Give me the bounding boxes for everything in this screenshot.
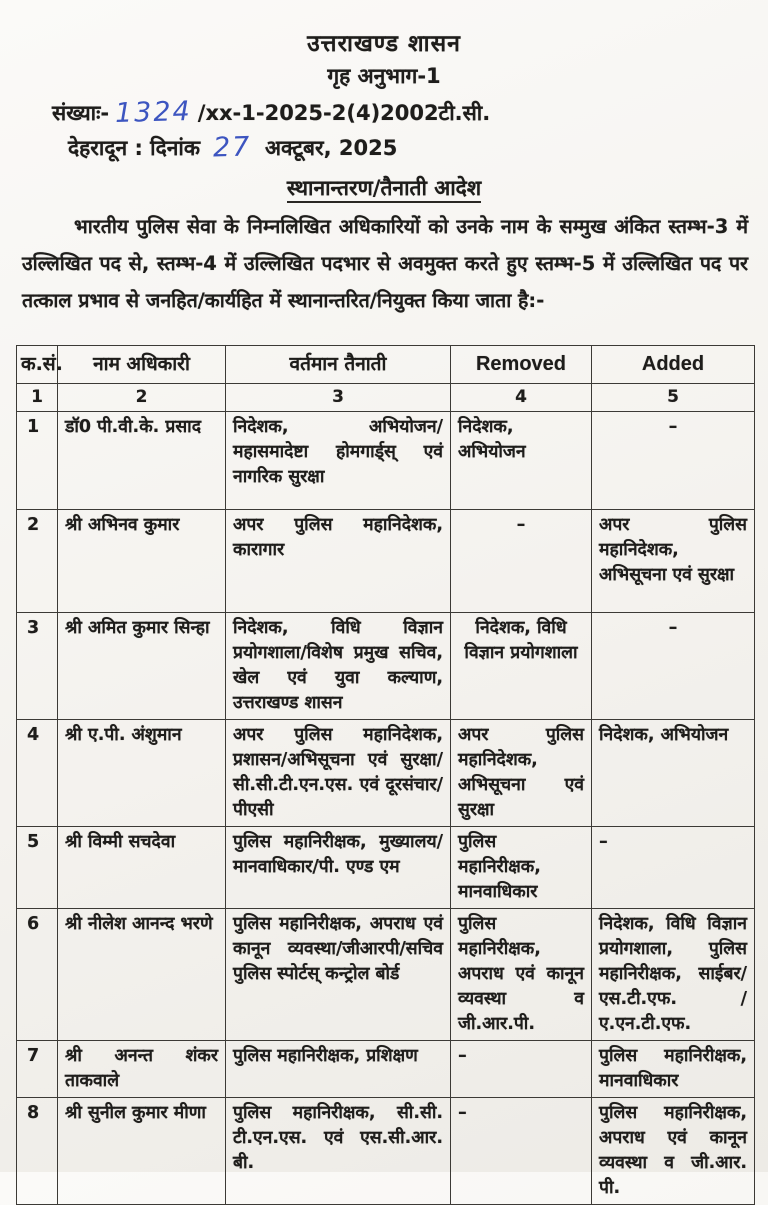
cell-current-posting: अपर पुलिस महानिदेशक, प्रशासन/अभिसूचना एवं सुरक्षा/सी.सी.टी.एन.एस. एवं दूरसंचार/पीएसी <box>226 720 451 827</box>
cell-removed: – <box>451 1041 592 1098</box>
place-date-line <box>68 131 768 162</box>
order-body-paragraph: भारतीय पुलिस सेवा के निम्नलिखित अधिकारियों को उनके नाम के सम्मुख अंकित स्तम्भ-3 में उल्लिखित पद से, स्तम्भ-4 में उल्लिखित पदभार से अवमुक्त करते हुए स्तम्भ-5 में उल्लिखित पद पर तत्काल प्रभाव से जनहित/कार्यहित में स्थानान्तरित/नियुक्त किया जाता है:- <box>22 215 748 312</box>
date-handwritten: 27 <box>212 131 253 164</box>
table-row <box>17 510 755 613</box>
order-number-label: संख्याः- <box>52 101 110 125</box>
cell-officer-name: श्री अभिनव कुमार <box>58 510 226 613</box>
column-number: 4 <box>451 384 592 412</box>
header-removed: Removed <box>451 346 592 384</box>
cell-officer-name: श्री ए.पी. अंशुमान <box>58 720 226 827</box>
cell-officer-name: श्री विम्मी सचदेवा <box>58 827 226 909</box>
cell-removed: पुलिस महानिरीक्षक, अपराध एवं कानून व्यवस्था व जी.आर.पी. <box>451 909 592 1041</box>
column-number: 2 <box>58 384 226 412</box>
cell-removed: निदेशक, अभियोजन <box>451 412 592 510</box>
department-section: गृह अनुभाग-1 <box>327 64 441 88</box>
cell-removed: – <box>451 510 592 613</box>
cell-removed: पुलिस महानिरीक्षक, मानवाधिकार <box>451 827 592 909</box>
cell-current-posting: पुलिस महानिरीक्षक, सी.सी. टी.एन.एस. एवं एस.सी.आर. बी. <box>226 1098 451 1205</box>
table-row <box>17 1041 755 1098</box>
table-row <box>17 1098 755 1205</box>
cell-added: – <box>592 412 755 510</box>
cell-serial: 7 <box>17 1041 58 1098</box>
table-row <box>17 720 755 827</box>
header-officer-name: नाम अधिकारी <box>58 346 226 384</box>
column-number: 5 <box>592 384 755 412</box>
cell-added: निदेशक, विधि विज्ञान प्रयोगशाला, पुलिस महानिरीक्षक, साईबर/एस.टी.एफ. /ए.एन.टी.एफ. <box>592 909 755 1041</box>
government-title: उत्तराखण्ड शासन <box>307 31 461 57</box>
cell-serial: 4 <box>17 720 58 827</box>
cell-current-posting: पुलिस महानिरीक्षक, प्रशिक्षण <box>226 1041 451 1098</box>
cell-officer-name: श्री अमित कुमार सिन्हा <box>58 613 226 720</box>
header-current-posting: वर्तमान तैनाती <box>226 346 451 384</box>
table-row <box>17 909 755 1041</box>
cell-added: पुलिस महानिरीक्षक, मानवाधिकार <box>592 1041 755 1098</box>
place-date-label: देहरादून : दिनांक <box>68 136 200 160</box>
column-number: 1 <box>17 384 58 412</box>
cell-added: – <box>592 827 755 909</box>
cell-added: अपर पुलिस महानिदेशक, अभिसूचना एवं सुरक्षा <box>592 510 755 613</box>
cell-added: पुलिस महानिरीक्षक, अपराध एवं कानून व्यवस्था व जी.आर. पी. <box>592 1098 755 1205</box>
cell-serial: 5 <box>17 827 58 909</box>
cell-added: – <box>592 613 755 720</box>
header-added: Added <box>592 346 755 384</box>
cell-current-posting: पुलिस महानिरीक्षक, अपराध एवं कानून व्यवस्था/जीआरपी/सचिव पुलिस स्पोर्टस् कन्ट्रोल बोर्ड <box>226 909 451 1041</box>
cell-serial: 6 <box>17 909 58 1041</box>
order-title: स्थानान्तरण/तैनाती आदेश <box>0 174 768 202</box>
cell-officer-name: श्री अनन्त शंकर ताकवाले <box>58 1041 226 1098</box>
order-number-handwritten: 1324 <box>114 96 193 129</box>
cell-serial: 3 <box>17 613 58 720</box>
table-row <box>17 827 755 909</box>
date-rest: अक्टूबर, 2025 <box>264 136 398 160</box>
cell-added: निदेशक, अभियोजन <box>592 720 755 827</box>
cell-current-posting: अपर पुलिस महानिदेशक, कारागार <box>226 510 451 613</box>
cell-removed: अपर पुलिस महानिदेशक, अभिसूचना एवं सुरक्षा <box>451 720 592 827</box>
cell-current-posting: निदेशक, अभियोजन/महासमादेष्टा होमगार्ड्स् एवं नागरिक सुरक्षा <box>226 412 451 510</box>
column-number: 3 <box>226 384 451 412</box>
cell-officer-name: डॉ0 पी.वी.के. प्रसाद <box>58 412 226 510</box>
table-row <box>17 412 755 510</box>
cell-serial: 8 <box>17 1098 58 1205</box>
order-number-rest: /xx-1-2025-2(4)2002टी.सी. <box>197 101 491 125</box>
column-number-row <box>17 384 755 412</box>
header-serial: क.सं. <box>17 346 58 384</box>
table-row <box>17 613 755 720</box>
cell-removed: निदेशक, विधि विज्ञान प्रयोगशाला <box>451 613 592 720</box>
cell-serial: 1 <box>17 412 58 510</box>
order-number-line <box>52 96 768 127</box>
transfer-table <box>16 345 755 1205</box>
cell-removed: – <box>451 1098 592 1205</box>
cell-officer-name: श्री सुनील कुमार मीणा <box>58 1098 226 1205</box>
cell-current-posting: निदेशक, विधि विज्ञान प्रयोगशाला/विशेष प्रमुख सचिव, खेल एवं युवा कल्याण, उत्तराखण्ड शासन <box>226 613 451 720</box>
cell-officer-name: श्री नीलेश आनन्द भरणे <box>58 909 226 1041</box>
cell-serial: 2 <box>17 510 58 613</box>
table-header-row <box>17 346 755 384</box>
cell-current-posting: पुलिस महानिरीक्षक, मुख्यालय/मानवाधिकार/पी. एण्ड एम <box>226 827 451 909</box>
